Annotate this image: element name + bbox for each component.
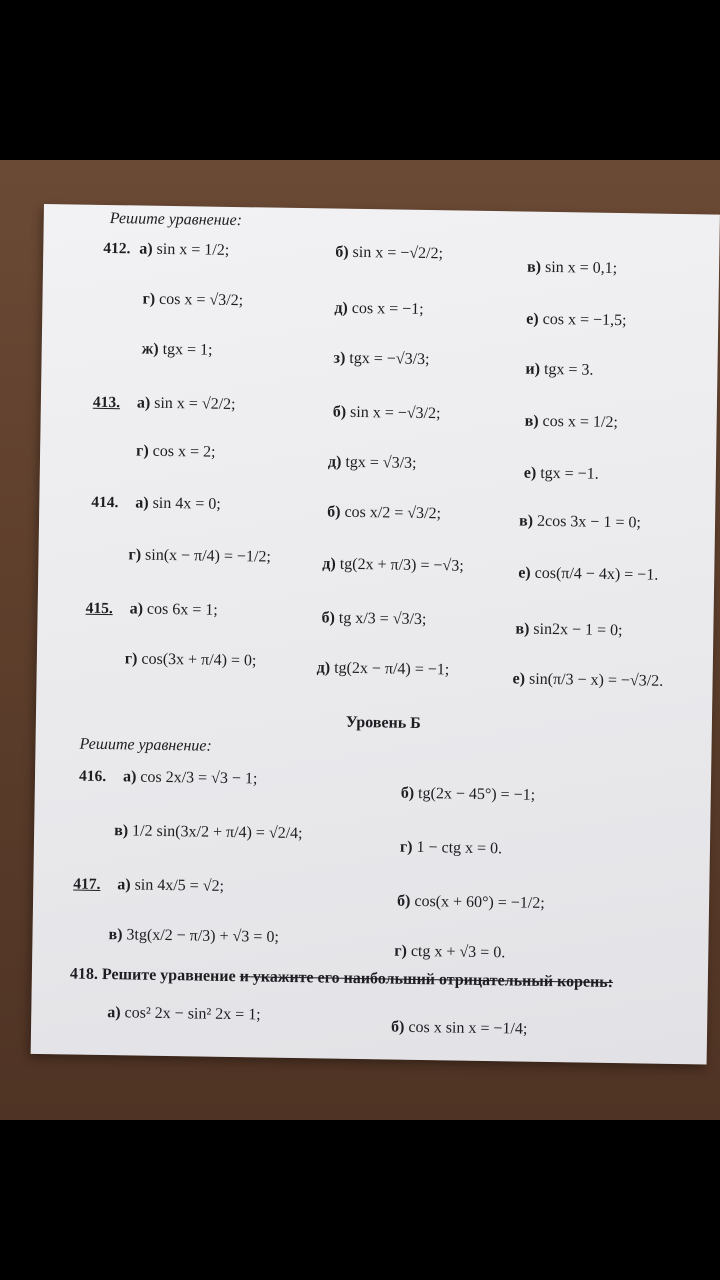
item-415g: г) cos(3x + π/4) = 0; [124, 650, 257, 670]
item-418b: б) cos x sin x = −1/4; [390, 1018, 528, 1038]
item-415d: д) tg(2x − π/4) = −1; [316, 659, 450, 679]
item-412zh: ж) tgx = 1; [141, 340, 213, 359]
header-a: Решите уравнение: [109, 210, 243, 230]
item-417a: а) sin 4x/5 = √2; [117, 876, 225, 895]
item-413e: е) tgx = −1. [523, 464, 599, 483]
item-413a: а) sin x = √2/2; [136, 394, 236, 414]
problem-number: 414. [91, 493, 119, 512]
item-417g: г) ctg x + √3 = 0. [394, 942, 506, 962]
item-416b: б) tg(2x − 45°) = −1; [400, 784, 536, 804]
item-413d: д) tgx = √3/3; [327, 453, 417, 472]
item-412g: г) cos x = √3/2; [142, 290, 244, 310]
problem-418-statement: 418. Решите уравнение и укажите его наибольший отрицательный корень: [69, 965, 614, 992]
item-412b: б) sin x = −√2/2; [335, 243, 444, 263]
problem-number: 415. [85, 599, 113, 618]
item-418a: а) cos² 2x − sin² 2x = 1; [107, 1004, 261, 1024]
item-414a: а) sin 4x = 0; [135, 494, 221, 513]
problem-number: 417. [73, 875, 101, 893]
photo [0, 160, 720, 1120]
item-413b: б) sin x = −√3/2; [332, 403, 441, 423]
header-b: Решите уравнение: [79, 735, 212, 755]
item-412i: и) tgx = 3. [525, 360, 594, 379]
item-417b: б) cos(x + 60°) = −1/2; [396, 892, 545, 912]
item-412a: а) sin x = 1/2; [139, 240, 230, 259]
item-416a: а) cos 2x/3 = √3 − 1; [122, 768, 258, 788]
item-412d: д) cos x = −1; [334, 299, 424, 318]
item-415b: б) tg x/3 = √3/3; [321, 609, 427, 629]
item-412z: з) tgx = −√3/3; [333, 349, 430, 369]
item-414b: б) cos x/2 = √3/2; [327, 503, 442, 523]
item-413v: в) cos x = 1/2; [524, 412, 618, 432]
item-412v: в) sin x = 0,1; [526, 258, 618, 278]
problem-number: 413. [92, 393, 121, 412]
item-416g: г) 1 − ctg x = 0. [399, 838, 503, 858]
item-415a: а) cos 6x = 1; [129, 600, 218, 619]
struck-text: и укажите его наибольший отрицательный корень: [239, 968, 614, 992]
item-414v: в) 2cos 3x − 1 = 0; [518, 512, 641, 532]
item-413g: г) cos x = 2; [135, 442, 216, 461]
item-414g: г) sin(x − π/4) = −1/2; [128, 546, 272, 566]
item-415v: в) sin2x − 1 = 0; [515, 620, 623, 640]
item-415e: е) sin(π/3 − x) = −√3/2. [512, 670, 664, 690]
problem-number: 412. [103, 239, 131, 258]
problem-number: 416. [78, 767, 107, 786]
item-416v: в) 1/2 sin(3x/2 + π/4) = √2/4; [114, 822, 303, 843]
worksheet [31, 204, 720, 1065]
item-417v: в) 3tg(x/2 − π/3) + √3 = 0; [108, 926, 279, 946]
level-title: Уровень Б [345, 713, 421, 732]
item-414d: д) tg(2x + π/3) = −√3; [322, 555, 464, 575]
item-412e: е) cos x = −1,5; [526, 310, 627, 330]
item-414e: е) cos(π/4 − 4x) = −1. [518, 564, 659, 584]
